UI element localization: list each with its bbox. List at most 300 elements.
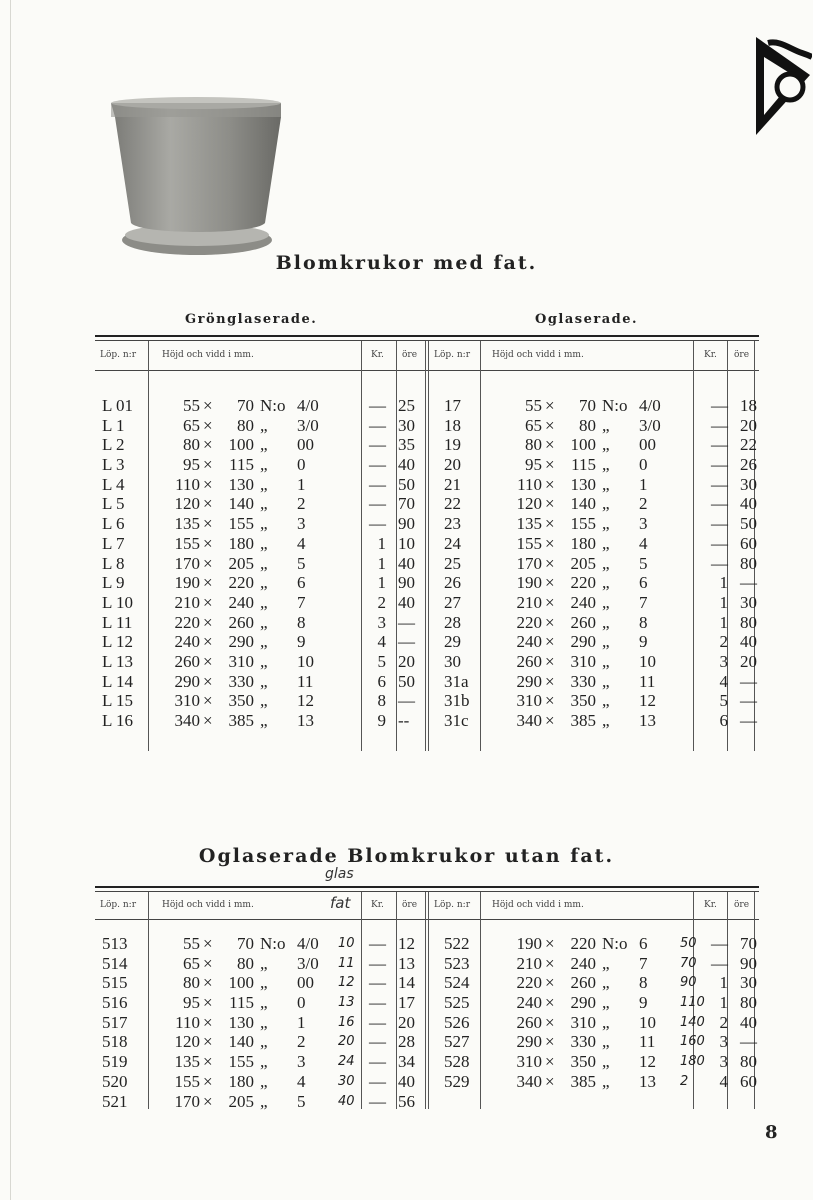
cell-w: 385 [570,1071,596,1091]
cell-lop: L 13 [102,651,134,671]
cell-kr: 1 [719,573,728,593]
cell-lop: 22 [444,494,461,514]
cell-no: 9 [639,993,648,1013]
cell-lop: L 8 [102,553,125,573]
cell-no: 7 [297,592,306,612]
times-sign: × [203,553,213,573]
cell-w: 130 [570,474,596,494]
table-rule [95,919,759,920]
times-sign: × [545,396,555,415]
cell-no: 00 [297,435,314,455]
cell-w: 100 [228,435,254,455]
times-sign: × [203,1091,213,1111]
cell-ore: — [740,573,757,593]
table-column-rule [396,892,397,1109]
cell-kr: — [369,514,386,534]
cell-kr: — [711,415,728,435]
cell-lop: 20 [444,455,461,475]
cell-no: 8 [639,612,648,632]
times-sign: × [203,612,213,632]
cell-kr: — [369,494,386,514]
cell-lop: 520 [102,1071,128,1091]
cell-hw: 16 [338,1014,355,1030]
cell-h: 310 [516,691,542,711]
cell-h: 340 [174,711,200,730]
cell-pre: „ [602,953,610,973]
cell-h: 95 [183,993,200,1013]
cell-pre: „ [260,691,268,711]
cell-pre: „ [602,993,610,1013]
cell-hw: 90 [680,975,697,991]
times-sign: × [545,573,555,593]
times-sign: × [203,415,213,435]
times-sign: × [203,533,213,553]
table-rule [95,891,759,892]
cell-ore: 20 [398,651,415,671]
cell-kr: 3 [719,651,728,671]
cell-pre: „ [602,651,610,671]
cell-ore: 20 [740,651,757,671]
cell-w: 220 [228,573,254,593]
cell-w: 290 [228,632,254,652]
cell-h: 260 [516,1012,542,1032]
cell-w: 70 [579,396,596,415]
cell-ore: — [740,691,757,711]
cell-h: 290 [174,671,200,691]
cell-ore: 56 [398,1091,415,1111]
cell-w: 130 [228,1012,254,1032]
cell-no: 4/0 [297,396,319,415]
cell-pre: „ [602,415,610,435]
cell-ore: 70 [398,494,415,514]
times-sign: × [203,953,213,973]
cell-lop: L 01 [102,396,134,415]
cell-lop: 528 [444,1052,470,1072]
cell-lop: L 11 [102,612,133,632]
header-ore: öre [734,900,750,910]
cell-pre: „ [260,651,268,671]
cell-lop: L 15 [102,691,134,711]
cell-kr: 3 [719,1032,728,1052]
times-sign: × [203,396,213,415]
cell-no: 11 [639,1032,656,1052]
cell-ore: 40 [398,455,415,475]
cell-w: 130 [228,474,254,494]
cell-kr: 2 [377,592,386,612]
header-kr: Kr. [704,350,717,360]
cell-w: 310 [228,651,254,671]
title-with-saucer: Blomkrukor med fat. [275,252,538,274]
cell-w: 80 [237,953,254,973]
cell-no: 5 [297,1091,306,1111]
cell-kr: 1 [377,573,386,593]
times-sign: × [545,973,555,993]
cell-h: 80 [525,435,542,455]
header-lop: Löp. n:r [434,350,471,360]
times-sign: × [545,691,555,711]
cell-no: 00 [297,973,314,993]
cell-lop: 25 [444,553,461,573]
times-sign: × [545,993,555,1013]
cell-w: 290 [570,632,596,652]
cell-kr: 1 [719,993,728,1013]
cell-lop: L 16 [102,711,134,730]
cell-lop: 519 [102,1052,128,1072]
cell-h: 220 [516,612,542,632]
cell-hw: 40 [338,1093,355,1109]
cell-ore: 14 [398,973,415,993]
cell-ore: 40 [398,592,415,612]
times-sign: × [545,435,555,455]
cell-w: 350 [228,691,254,711]
cell-w: 260 [570,612,596,632]
cell-ore: 40 [740,632,757,652]
cell-lop: 525 [444,993,470,1013]
cell-h: 110 [517,474,542,494]
cell-lop: 18 [444,415,461,435]
cell-kr: — [711,553,728,573]
times-sign: × [545,934,555,953]
cell-kr: — [369,973,386,993]
cell-kr: — [711,396,728,415]
cell-ore: 80 [740,612,757,632]
cell-hw: 12 [338,975,355,991]
header-kr: Kr. [704,900,717,910]
times-sign: × [203,632,213,652]
cell-lop: 514 [102,953,128,973]
cell-h: 135 [174,1052,200,1072]
cell-pre: „ [602,973,610,993]
cell-h: 310 [174,691,200,711]
cell-lop: 30 [444,651,461,671]
cell-no: 7 [639,953,648,973]
cell-lop: L 5 [102,494,125,514]
cell-pre: „ [260,953,268,973]
cell-pre: N:o [260,396,286,415]
table-rule [95,340,759,341]
cell-no: 8 [297,612,306,632]
cell-pre: „ [260,553,268,573]
cell-no: 2 [297,1032,306,1052]
cell-w: 240 [570,953,596,973]
cell-kr: 1 [719,592,728,612]
cell-hw: 13 [338,995,355,1011]
cell-hw: 70 [680,955,697,971]
cell-lop: 515 [102,973,128,993]
cell-w: 100 [570,435,596,455]
cell-w: 115 [229,993,254,1013]
cell-pre: „ [260,1091,268,1111]
cell-ore: 18 [740,396,757,415]
cell-pre: „ [260,415,268,435]
cell-kr: 1 [719,973,728,993]
cell-w: 100 [228,973,254,993]
cell-h: 65 [525,415,542,435]
cell-h: 80 [183,973,200,993]
cell-no: 4 [297,1071,306,1091]
cell-no: 10 [639,1012,656,1032]
cell-ore: 25 [398,396,415,415]
cell-lop: L 7 [102,533,125,553]
header-size: Höjd och vidd i mm. [492,900,584,910]
cell-kr: — [369,474,386,494]
cell-no: 3 [639,514,648,534]
table-column-rule [396,341,397,751]
times-sign: × [545,1052,555,1072]
cell-kr: — [711,494,728,514]
cell-h: 290 [516,671,542,691]
cell-pre: „ [260,474,268,494]
cell-kr: 6 [377,671,386,691]
times-sign: × [545,474,555,494]
cell-pre: „ [602,533,610,553]
cell-w: 350 [570,1052,596,1072]
cell-h: 135 [516,514,542,534]
table-rule [95,886,759,888]
cell-kr: 4 [377,632,386,652]
cell-kr: 9 [377,711,386,730]
cell-ore: 13 [398,953,415,973]
cell-h: 240 [174,632,200,652]
cell-lop: L 4 [102,474,125,494]
cell-pre: „ [602,573,610,593]
cell-w: 220 [570,934,596,953]
header-size: Höjd och vidd i mm. [162,350,254,360]
cell-w: 180 [570,533,596,553]
cell-no: 13 [639,711,656,730]
cell-h: 55 [183,396,200,415]
cell-lop: 17 [444,396,461,415]
cell-lop: 26 [444,573,461,593]
cell-kr: 2 [719,1012,728,1032]
cell-h: 95 [183,455,200,475]
cell-kr: — [369,1071,386,1091]
cell-lop: 526 [444,1012,470,1032]
cell-w: 220 [570,573,596,593]
cell-h: 55 [525,396,542,415]
cell-no: 1 [639,474,648,494]
header-kr: Kr. [371,350,384,360]
cell-w: 140 [570,494,596,514]
times-sign: × [545,415,555,435]
cell-ore: 17 [398,993,415,1013]
cell-no: 12 [297,691,314,711]
cell-no: 4/0 [639,396,661,415]
cell-no: 7 [639,592,648,612]
cell-w: 330 [570,671,596,691]
cell-pre: „ [260,711,268,730]
brand-logo-icon [750,35,812,140]
cell-h: 65 [183,953,200,973]
cell-ore: -- [398,711,410,730]
times-sign: × [545,592,555,612]
cell-no: 12 [639,691,656,711]
cell-no: 00 [639,435,656,455]
cell-pre: „ [260,612,268,632]
table-column-rule [361,341,362,751]
times-sign: × [545,671,555,691]
times-sign: × [545,553,555,573]
times-sign: × [203,455,213,475]
cell-no: 13 [297,711,314,730]
cell-lop: L 1 [102,415,125,435]
cell-kr: — [711,455,728,475]
cell-hw: 24 [338,1054,355,1070]
cell-kr: — [369,934,386,953]
cell-no: 10 [297,651,314,671]
handwritten-fat-note: fat [330,894,351,912]
cell-ore: 80 [740,553,757,573]
cell-kr: 1 [719,612,728,632]
cell-kr: 6 [719,711,728,730]
cell-h: 120 [516,494,542,514]
header-ore: öre [734,350,750,360]
cell-h: 95 [525,455,542,475]
times-sign: × [203,691,213,711]
times-sign: × [545,1071,555,1091]
cell-pre: „ [260,592,268,612]
cell-pre: „ [602,1012,610,1032]
cell-w: 385 [228,711,254,730]
page-edge [10,0,11,1200]
cell-h: 210 [516,953,542,973]
header-ore: öre [402,350,418,360]
cell-kr: 5 [377,651,386,671]
cell-w: 80 [237,415,254,435]
cell-lop: 522 [444,934,470,953]
cell-ore: — [398,632,415,652]
cell-no: 3/0 [297,415,319,435]
cell-pre: „ [602,632,610,652]
subheading-green-glazed: Grönglaserade. [185,312,318,327]
cell-no: 11 [297,671,314,691]
cell-ore: 40 [398,1071,415,1091]
cell-pre: „ [260,1071,268,1091]
cell-h: 170 [174,553,200,573]
cell-h: 170 [174,1091,200,1111]
cell-kr: 3 [377,612,386,632]
cell-h: 155 [516,533,542,553]
cell-w: 205 [228,1091,254,1111]
cell-hw: 50 [680,936,697,951]
cell-w: 330 [228,671,254,691]
header-lop: Löp. n:r [100,900,137,910]
cell-ore: 40 [740,1012,757,1032]
cell-w: 385 [570,711,596,730]
cell-kr: — [369,396,386,415]
cell-h: 135 [174,514,200,534]
cell-no: 0 [297,455,306,475]
cell-lop: 523 [444,953,470,973]
cell-kr: 1 [377,533,386,553]
times-sign: × [203,494,213,514]
cell-pre: „ [260,1052,268,1072]
cell-kr: 4 [719,671,728,691]
cell-pre: „ [260,455,268,475]
cell-h: 210 [174,592,200,612]
cell-pre: „ [260,494,268,514]
times-sign: × [203,514,213,534]
cell-no: 5 [297,553,306,573]
times-sign: × [203,1012,213,1032]
times-sign: × [545,953,555,973]
cell-lop: 24 [444,533,461,553]
cell-ore: 30 [740,474,757,494]
cell-ore: 80 [740,1052,757,1072]
times-sign: × [545,533,555,553]
cell-w: 155 [228,1052,254,1072]
cell-no: 3/0 [639,415,661,435]
cell-pre: „ [260,1012,268,1032]
cell-pre: „ [602,1052,610,1072]
cell-pre: „ [260,671,268,691]
cell-ore: 10 [398,533,415,553]
times-sign: × [203,671,213,691]
times-sign: × [545,632,555,652]
cell-ore: 40 [740,494,757,514]
cell-pre: „ [260,632,268,652]
cell-kr: — [369,415,386,435]
cell-pre: „ [260,993,268,1013]
cell-hw: 110 [680,995,705,1011]
cell-kr: — [711,514,728,534]
cell-w: 80 [579,415,596,435]
cell-h: 240 [516,632,542,652]
cell-kr: — [369,455,386,475]
header-lop: Löp. n:r [100,350,137,360]
cell-h: 220 [174,612,200,632]
cell-kr: — [369,953,386,973]
cell-lop: 517 [102,1012,128,1032]
table-column-rule [428,892,429,1109]
cell-kr: — [369,1052,386,1072]
cell-lop: 527 [444,1032,470,1052]
cell-ore: 50 [398,671,415,691]
cell-no: 6 [639,934,648,953]
cell-h: 155 [174,533,200,553]
cell-kr: — [711,934,728,953]
cell-w: 70 [237,396,254,415]
cell-no: 4/0 [297,934,319,953]
cell-ore: 30 [740,592,757,612]
cell-ore: 90 [398,514,415,534]
times-sign: × [545,514,555,534]
cell-no: 12 [639,1052,656,1072]
cell-ore: 70 [740,934,757,953]
cell-h: 65 [183,415,200,435]
cell-no: 9 [297,632,306,652]
cell-pre: „ [602,1032,610,1052]
cell-h: 310 [516,1052,542,1072]
cell-kr: — [369,1091,386,1111]
cell-kr: 3 [719,1052,728,1072]
cell-no: 11 [639,671,656,691]
cell-ore: 28 [398,1032,415,1052]
cell-lop: L 12 [102,632,134,652]
cell-no: 4 [639,533,648,553]
cell-h: 80 [183,435,200,455]
cell-lop: 29 [444,632,461,652]
header-size: Höjd och vidd i mm. [492,350,584,360]
table-column-rule [428,341,429,751]
cell-ore: 50 [398,474,415,494]
cell-h: 110 [175,1012,200,1032]
cell-hw: 10 [338,936,355,951]
cell-h: 260 [516,651,542,671]
cell-lop: 524 [444,973,470,993]
cell-h: 240 [516,993,542,1013]
cell-h: 190 [174,573,200,593]
